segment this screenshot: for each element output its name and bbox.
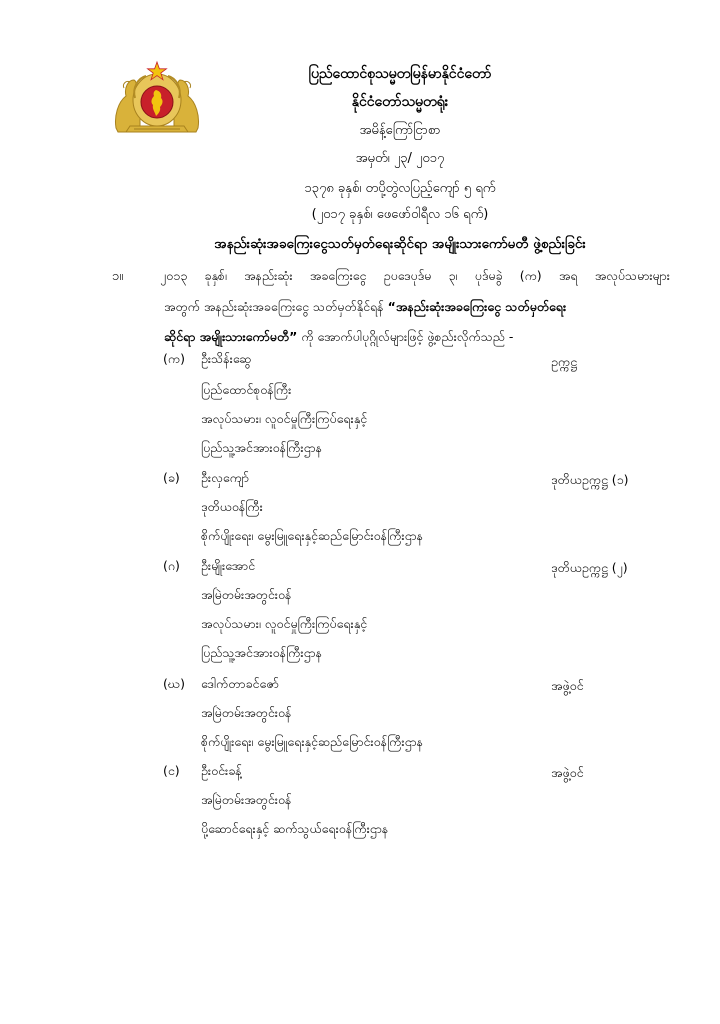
member-role: အဖွဲ့ဝင် [551, 678, 584, 693]
member-position: ဒုတိယဝန်ကြီး [201, 499, 263, 514]
member-ministry: ပြည်သူ့အင်အားဝန်ကြီးဌာန [201, 645, 323, 660]
member-index: (က) [163, 351, 185, 366]
word: အခကြေးငွေ [309, 268, 367, 283]
member-ministry: စိုက်ပျိုးရေး၊ မွေးမြူရေးနှင့်ဆည်မြောင်းဝန်ကြီးဌာန [201, 528, 424, 543]
committee-name-part-2: ဆိုင်ရာ အမျိုးသားကော်မတီ” [164, 329, 298, 344]
word: အရ [558, 268, 578, 283]
committee-name-part-1: “အနည်းဆုံးအခကြေးငွေ သတ်မှတ်ရေး [387, 299, 567, 314]
document-type: အမိန့်ကြော်ငြာစာ [359, 123, 441, 138]
word: ခုနှစ်၊ [204, 268, 227, 283]
word: အနည်းဆုံး [244, 268, 293, 283]
member-role: ဒုတိယဥက္ကဋ္ဌ (၂) [551, 560, 628, 575]
member-ministry: အလုပ်သမား၊ လူဝင်မှုကြီးကြပ်ရေးနှင့် [201, 616, 368, 631]
member-index: (ဃ) [163, 676, 185, 691]
member-name: ဦးသိန်းဆွေ [201, 351, 252, 366]
paragraph-text: အတွက် အနည်းဆုံးအခကြေးငွေ သတ်မှတ်နိုင်ရန် [164, 299, 388, 314]
member-position: အမြဲတမ်းအတွင်းဝန် [201, 587, 292, 602]
member-position: အမြဲတမ်းအတွင်းဝန် [201, 792, 292, 807]
myanmar-date: ၁၃၇၈ ခုနှစ်၊ တပို့တွဲလပြည့်ကျော် ၅ ရက် [304, 181, 496, 196]
member-index: (င) [163, 763, 180, 778]
member-ministry: စိုက်ပျိုးရေး၊ မွေးမြူရေးနှင့်ဆည်မြောင်းဝန်ကြီးဌာန [201, 734, 424, 749]
member-name: ဒေါက်တာခင်ဇော် [201, 676, 279, 691]
member-name: ဦးလှကျော် [201, 470, 249, 485]
member-role: ဒုတိယဥက္ကဋ္ဌ (၁) [551, 472, 629, 487]
word: ပုဒ်မခွဲ [474, 268, 503, 283]
paragraph-line-1 [160, 268, 670, 287]
paragraph-line-2 [164, 299, 670, 318]
office-name: နိုင်ငံတော်သမ္မတရုံး [351, 94, 449, 110]
document-title: အနည်းဆုံးအခကြေးငွေသတ်မှတ်ရေးဆိုင်ရာ အမျိုးသားကော်မတီ ဖွဲ့စည်းခြင်း [214, 236, 586, 252]
member-ministry: ပြည်သူ့အင်အားဝန်ကြီးဌာန [201, 440, 323, 455]
member-role: အဖွဲ့ဝင် [551, 765, 584, 780]
notification-number: အမှတ်၊ ၂၃/ ၂၀၁၇ [355, 151, 445, 166]
member-name: ဦးဝင်းခန့် [201, 763, 242, 778]
member-index: (ဂ) [163, 558, 180, 573]
member-position: အမြဲတမ်းအတွင်းဝန် [201, 705, 292, 720]
member-position: ပြည်ထောင်စုဝန်ကြီး [201, 382, 292, 397]
word: ဥပဒေပုဒ်မ [383, 268, 432, 283]
gregorian-date: (၂၀၁၇ ခုနှစ်၊ ဖေဖော်ဝါရီလ ၁၆ ရက်) [311, 207, 489, 222]
paragraph-text: ကို အောက်ပါပုဂ္ဂိုလ်များဖြင့် ဖွဲ့စည်းလိုက်သည် - [297, 329, 514, 344]
member-ministry: အလုပ်သမား၊ လူဝင်မှုကြီးကြပ်ရေးနှင့် [201, 411, 368, 426]
member-index: (ခ) [163, 470, 180, 485]
word: ၂၀၁၃ [160, 268, 188, 283]
country-name: ပြည်ထောင်စုသမ္မတမြန်မာနိုင်ငံတော် [308, 66, 492, 82]
member-name: ဦးမျိုးအောင် [201, 558, 256, 573]
member-ministry: ပို့ဆောင်ရေးနှင့် ဆက်သွယ်ရေးဝန်ကြီးဌာန [201, 821, 389, 836]
member-role: ဥက္ကဋ္ဌ [551, 354, 577, 369]
word: ၃၊ [448, 268, 458, 283]
paragraph-line-3 [164, 329, 670, 348]
word: (က) [519, 268, 542, 283]
paragraph-number: ၁။ [112, 269, 124, 284]
word: အလုပ်သမားများ [594, 268, 670, 283]
